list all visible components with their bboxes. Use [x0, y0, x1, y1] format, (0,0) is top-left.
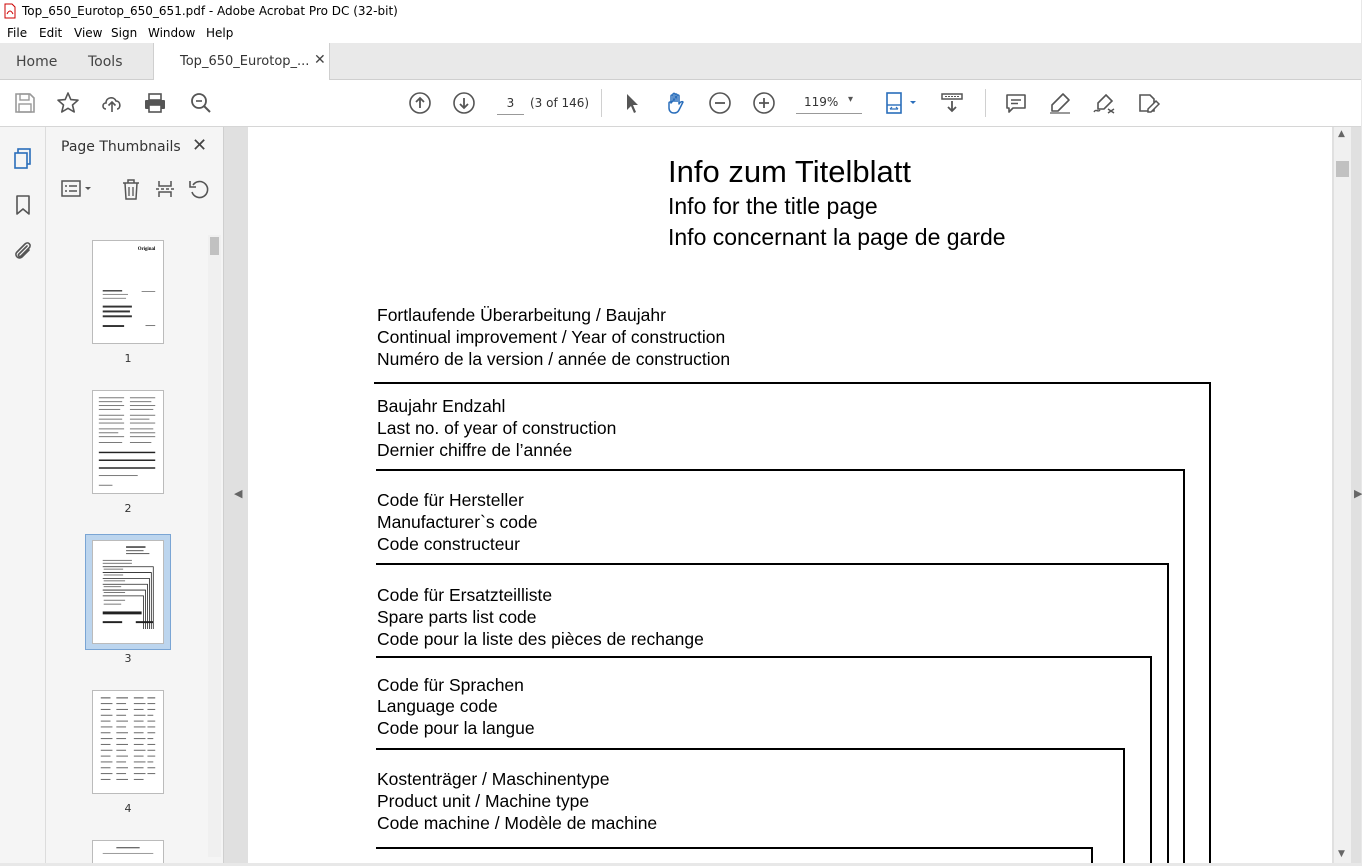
select-cursor-icon[interactable]	[620, 91, 644, 115]
section-text-en: Manufacturer`s code	[377, 512, 538, 532]
zoom-level-value: 119%	[804, 95, 839, 109]
section-text-de: Kostenträger / Maschinentype	[377, 769, 610, 789]
document-tab-label: Top_650_Eurotop_...	[180, 54, 310, 69]
scroll-up-arrow-icon[interactable]: ▲	[1338, 129, 1345, 139]
next-page-icon[interactable]	[452, 91, 476, 115]
zoom-level-select[interactable]	[796, 92, 862, 114]
pdf-file-icon	[4, 4, 16, 18]
section-text-fr: Dernier chiffre de l’année	[377, 440, 573, 460]
section-text-de: Code für Sprachen	[377, 675, 524, 695]
section-text-de: Code für Hersteller	[377, 490, 524, 510]
page-thumbnail-4[interactable]	[92, 690, 164, 794]
pdf-page	[248, 127, 1332, 863]
chevron-down-icon: ▾	[848, 94, 854, 105]
panel-title: Page Thumbnails	[61, 139, 181, 155]
section-text-en: Product unit / Machine type	[377, 791, 590, 811]
print-icon[interactable]	[143, 91, 167, 115]
fit-page-icon[interactable]	[884, 91, 918, 115]
page-thumbnails-icon[interactable]	[11, 147, 35, 171]
bracket-line	[1150, 656, 1152, 863]
page-thumbnail-1[interactable]	[92, 240, 164, 344]
close-panel-icon[interactable]: ✕	[192, 135, 208, 156]
menu-window[interactable]: Window	[148, 26, 196, 40]
thumbnail-label: 1	[124, 352, 132, 365]
bracket-line	[376, 748, 1125, 750]
sign-pen-icon[interactable]	[1092, 91, 1116, 115]
main-toolbar	[0, 80, 1361, 127]
thumbnail-label: 2	[124, 502, 132, 515]
document-view	[224, 127, 1361, 863]
bracket-line	[1183, 469, 1185, 863]
bracket-line	[376, 469, 1185, 471]
bracket-line	[1091, 847, 1093, 863]
thumbnail-original-text: Original	[137, 247, 156, 253]
bracket-line	[1167, 563, 1169, 863]
collapse-left-panel-icon[interactable]: ◀	[234, 487, 243, 500]
comment-icon[interactable]	[1004, 91, 1028, 115]
thumbnail-label: 3	[124, 652, 132, 665]
share-upload-icon[interactable]	[100, 91, 124, 115]
page-thumbnail-2[interactable]	[92, 390, 164, 494]
section-text-fr: Code constructeur	[377, 534, 520, 554]
thumbnail-label: 4	[124, 802, 132, 815]
page-title-fr: Info concernant la page de garde	[668, 224, 1006, 250]
zoom-search-icon[interactable]	[189, 91, 213, 115]
menu-bar	[0, 23, 1361, 43]
section-text-fr: Code pour la liste des pièces de rechange	[377, 629, 704, 649]
menu-help[interactable]: Help	[206, 26, 234, 40]
rotate-page-icon[interactable]	[188, 178, 210, 200]
extract-page-icon[interactable]	[154, 178, 176, 200]
bookmark-star-icon[interactable]	[56, 91, 80, 115]
hand-tool-icon[interactable]	[664, 91, 688, 115]
thumbnails-scroll-thumb[interactable]	[210, 237, 219, 255]
menu-file[interactable]: File	[7, 26, 28, 40]
zoom-in-icon[interactable]	[752, 91, 776, 115]
tab-tools[interactable]: Tools	[88, 54, 123, 70]
window-title-bar	[0, 0, 1361, 23]
tab-bar	[0, 43, 1361, 80]
page-count-label: (3 of 146)	[530, 96, 590, 110]
bracket-line	[374, 382, 1211, 384]
section-text-de: Baujahr Endzahl	[377, 396, 506, 416]
section-text-en: Spare parts list code	[377, 607, 537, 627]
tab-home[interactable]: Home	[16, 54, 58, 70]
bracket-line	[376, 563, 1169, 565]
section-text-en: Language code	[377, 696, 498, 716]
attachments-paperclip-icon[interactable]	[11, 239, 35, 263]
section-text-fr: Code machine / Modèle de machine	[377, 813, 658, 833]
edit-pdf-icon[interactable]	[1136, 91, 1160, 115]
document-scroll-thumb[interactable]	[1336, 161, 1349, 177]
previous-page-icon[interactable]	[408, 91, 432, 115]
close-tab-icon[interactable]: ✕	[314, 52, 326, 68]
window-title: Top_650_Eurotop_650_651.pdf - Adobe Acrobat Pro DC (32-bit)	[22, 4, 398, 18]
page-title-en: Info for the title page	[668, 193, 878, 219]
bookmarks-icon[interactable]	[11, 193, 35, 217]
zoom-out-icon[interactable]	[708, 91, 732, 115]
menu-view[interactable]: View	[74, 26, 103, 40]
thumbnails-scrollbar[interactable]	[208, 235, 221, 857]
delete-page-icon[interactable]	[120, 178, 142, 200]
bracket-line	[376, 656, 1152, 658]
toolbar-divider	[601, 89, 602, 117]
save-icon[interactable]	[13, 91, 37, 115]
page-number-input[interactable]	[497, 92, 524, 115]
toolbar-divider	[985, 89, 986, 117]
left-navigation-rail	[0, 127, 46, 863]
highlight-pen-icon[interactable]	[1048, 91, 1072, 115]
menu-edit[interactable]: Edit	[39, 26, 63, 40]
section-text-en: Last no. of year of construction	[377, 418, 617, 438]
bracket-line	[376, 847, 1093, 849]
section-text-de: Fortlaufende Überarbeitung / Baujahr	[377, 305, 666, 325]
page-thumbnail-3[interactable]	[92, 540, 164, 644]
section-text-fr: Code pour la langue	[377, 718, 535, 738]
document-scrollbar[interactable]	[1334, 127, 1351, 863]
page-thumbnails-panel	[46, 127, 224, 863]
menu-sign[interactable]: Sign	[111, 26, 138, 40]
section-text-fr: Numéro de la version / année de construction	[377, 349, 731, 369]
scrolling-mode-icon[interactable]	[940, 91, 964, 115]
bracket-line	[1123, 748, 1125, 863]
expand-right-panel-icon[interactable]: ▶	[1354, 487, 1362, 500]
page-thumbnail-5[interactable]	[92, 840, 164, 863]
thumbnail-options-icon[interactable]	[60, 178, 94, 200]
bracket-line	[1209, 382, 1211, 863]
scroll-down-arrow-icon[interactable]: ▼	[1338, 849, 1345, 859]
tab-document[interactable]	[153, 43, 330, 80]
section-text-de: Code für Ersatzteilliste	[377, 585, 553, 605]
page-title-de: Info zum Titelblatt	[668, 154, 911, 189]
section-text-en: Continual improvement / Year of construction	[377, 327, 726, 347]
